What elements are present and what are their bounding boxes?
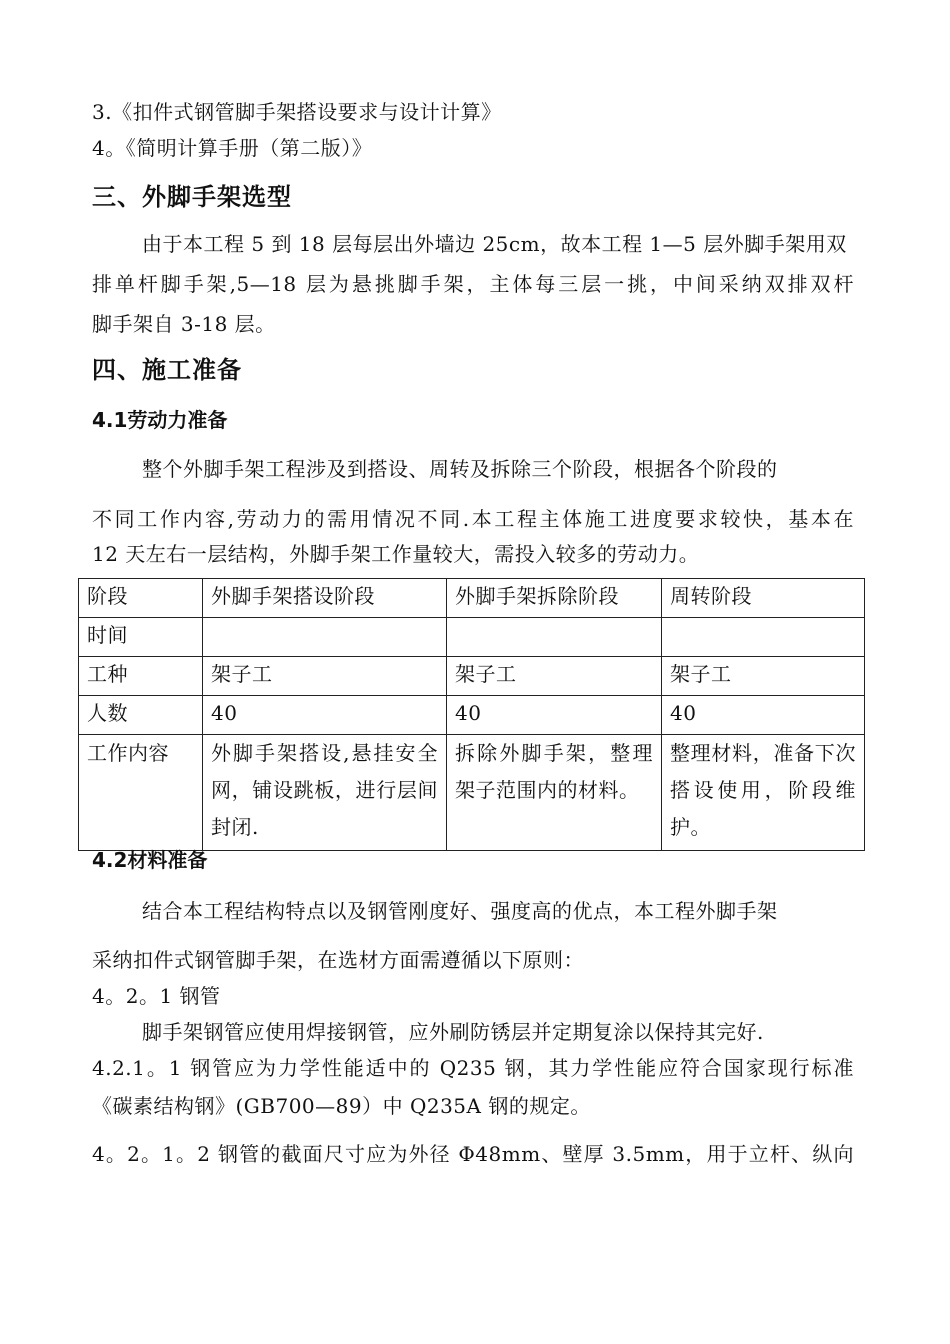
table-cell <box>203 618 447 657</box>
reference-item-4: 4。《简明计算手册（第二版）》 <box>92 136 373 160</box>
table-cell: 人数 <box>79 696 203 735</box>
table-cell: 架子工 <box>203 657 447 696</box>
table-cell <box>662 618 865 657</box>
paragraph-line: 由于本工程 5 到 18 层每层出外墙边 25cm，故本工程 1—5 层外脚手架用双 <box>142 232 847 256</box>
paragraph-line: 脚手架自 3-18 层。 <box>92 312 276 336</box>
table-cell: 40 <box>662 696 865 735</box>
subsection-heading-materials: 4.2材料准备 <box>92 848 208 872</box>
paragraph-line: 不同工作内容,劳动力的需用情况不同.本工程主体施工进度要求较快，基本在 <box>92 507 854 531</box>
table-cell: 时间 <box>79 618 203 657</box>
table-cell: 40 <box>203 696 447 735</box>
paragraph-line: 排单杆脚手架,5—18 层为悬挑脚手架，主体每三层一挑，中间采纳双排双杆 <box>92 272 854 296</box>
paragraph-line: 《碳素结构钢》(GB700—89）中 Q235A 钢的规定。 <box>92 1094 591 1118</box>
table-row <box>79 618 865 657</box>
table-cell: 工作内容 <box>79 735 203 851</box>
table-cell-text: 整理材料，准备下次搭设使用，阶段维护。 <box>670 741 856 839</box>
table-row <box>79 735 865 851</box>
paragraph-line: 脚手架钢管应使用焊接钢管，应外刷防锈层并定期复涂以保持其完好. <box>142 1020 764 1044</box>
table-cell: 架子工 <box>447 657 662 696</box>
table-cell: 阶段 <box>79 579 203 618</box>
table-row <box>79 696 865 735</box>
section-heading-scaffold-selection: 三、外脚手架选型 <box>92 183 292 211</box>
table-cell: 工种 <box>79 657 203 696</box>
item-heading-steel-pipe: 4。2。1 钢管 <box>92 984 221 1008</box>
table-cell: 外脚手架拆除阶段 <box>447 579 662 618</box>
table-row <box>79 579 865 618</box>
paragraph-line: 结合本工程结构特点以及钢管刚度好、强度高的优点，本工程外脚手架 <box>142 899 778 923</box>
paragraph-line: 采纳扣件式钢管脚手架，在选材方面需遵循以下原则： <box>92 948 584 972</box>
table-cell <box>662 735 865 851</box>
paragraph-line: 4.2.1。1 钢管应为力学性能适中的 Q235 钢，其力学性能应符合国家现行标准 <box>92 1056 854 1080</box>
table-cell: 架子工 <box>662 657 865 696</box>
table-cell-text: 拆除外脚手架，整理架子范围内的材料。 <box>455 741 653 802</box>
table-cell <box>203 735 447 851</box>
table-cell: 外脚手架搭设阶段 <box>203 579 447 618</box>
table-cell <box>447 735 662 851</box>
paragraph-line: 12 天左右一层结构，外脚手架工作量较大，需投入较多的劳动力。 <box>92 542 700 566</box>
table-cell: 40 <box>447 696 662 735</box>
table-cell: 周转阶段 <box>662 579 865 618</box>
subsection-heading-labor: 4.1劳动力准备 <box>92 408 228 432</box>
table-cell <box>447 618 662 657</box>
labor-table <box>78 578 865 851</box>
table-cell-text: 外脚手架搭设,悬挂安全网，铺设跳板，进行层间封闭. <box>211 741 438 839</box>
section-heading-construction-prep: 四、施工准备 <box>92 356 242 384</box>
paragraph-line: 整个外脚手架工程涉及到搭设、周转及拆除三个阶段，根据各个阶段的 <box>142 457 778 481</box>
table-row <box>79 657 865 696</box>
reference-item-3: 3.《扣件式钢管脚手架搭设要求与设计计算》 <box>92 100 502 124</box>
paragraph-line: 4。2。1。2 钢管的截面尺寸应为外径 Φ48mm、壁厚 3.5mm，用于立杆、纵向 <box>92 1142 854 1166</box>
